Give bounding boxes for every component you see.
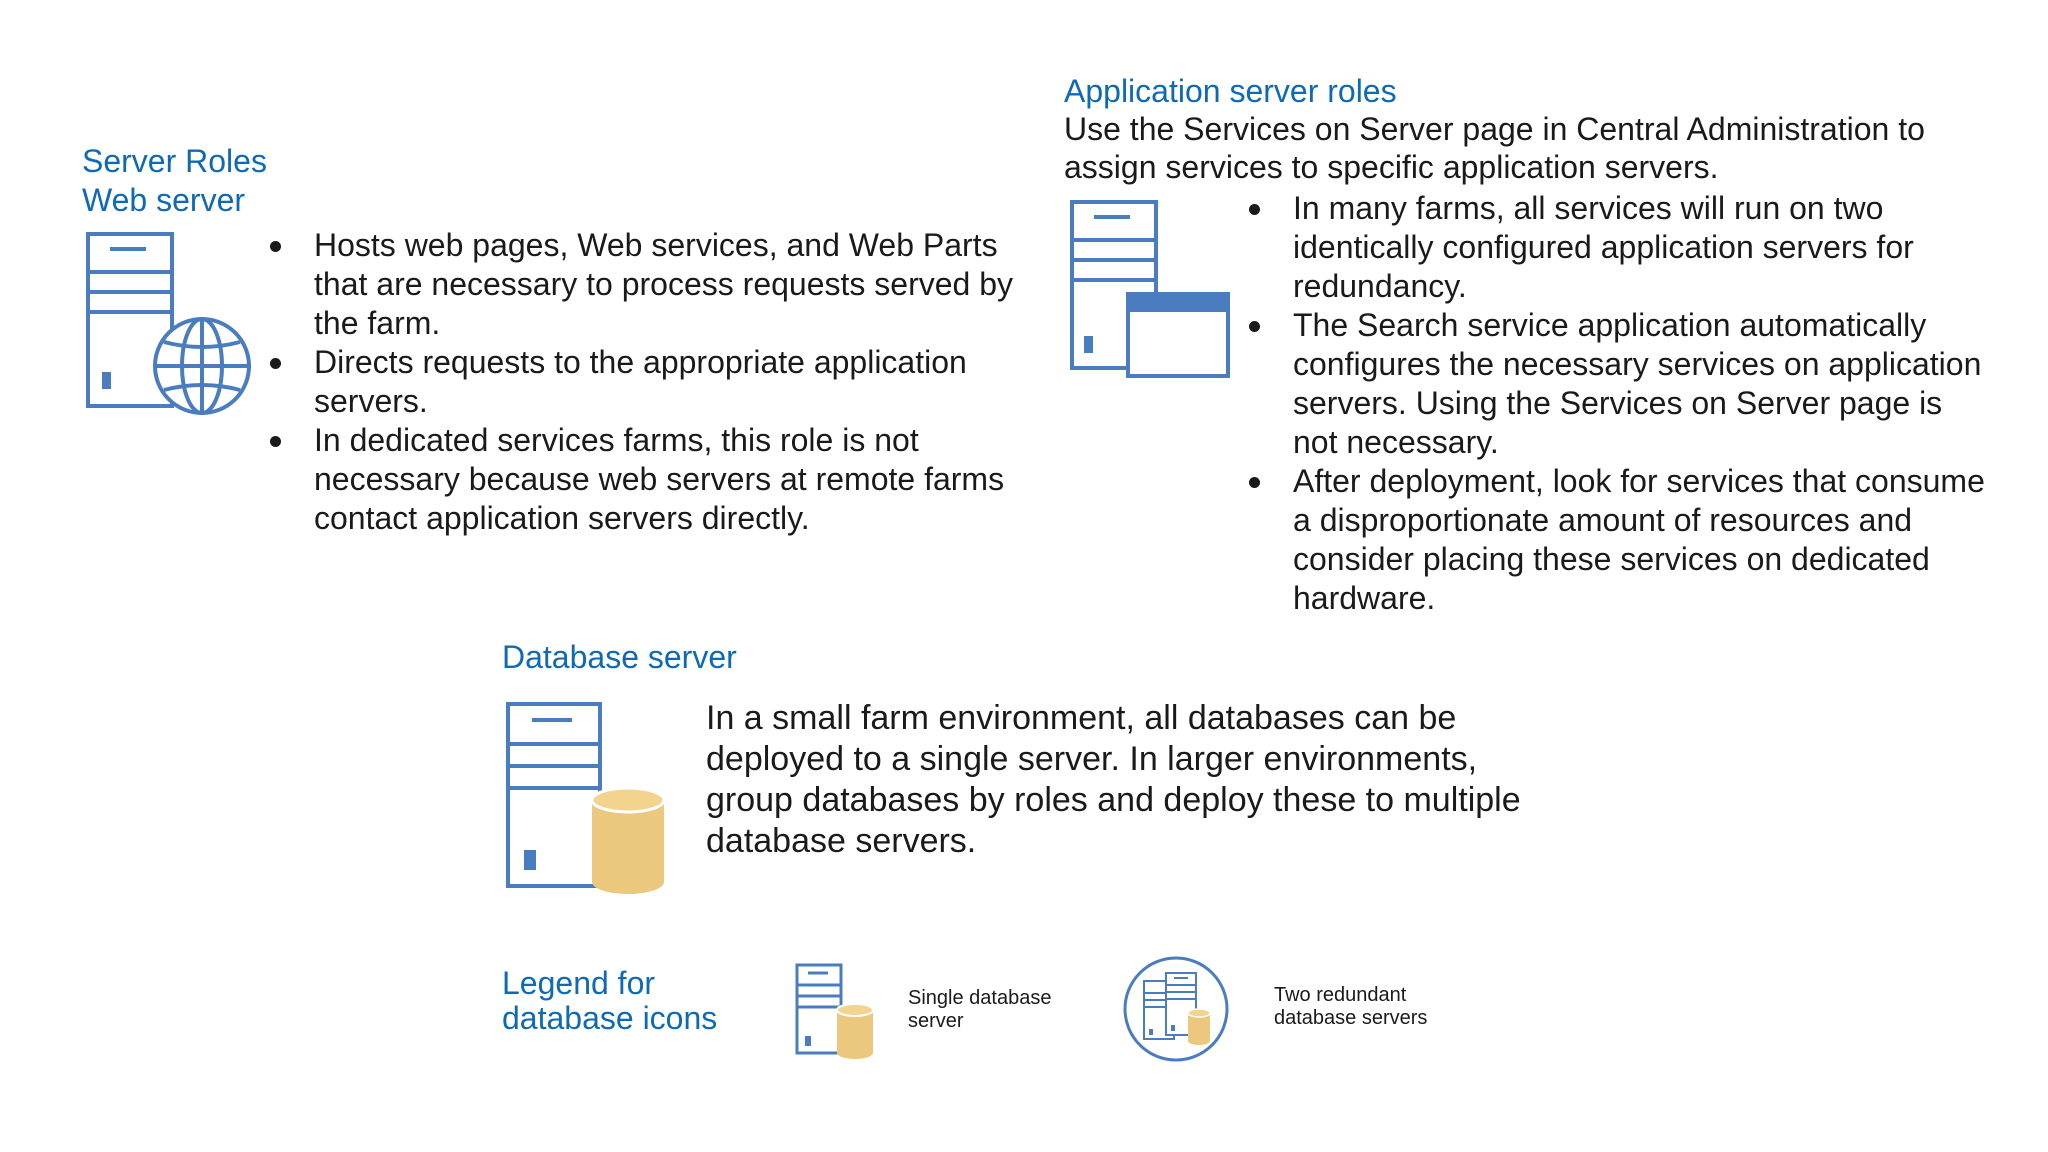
list-item: Hosts web pages, Web services, and Web Parts that are necessary to process requests served by the farm. bbox=[270, 226, 1030, 343]
two-redundant-database-servers-icon bbox=[1122, 955, 1230, 1063]
database-server-description: In a small farm environment, all databases can be deployed to a single server. In larger environments, group databases by roles and deploy these to multiple database servers. bbox=[706, 699, 1521, 860]
application-server-icon bbox=[1070, 200, 1232, 380]
list-item: In many farms, all services will run on two identically configured application servers for redundancy. bbox=[1249, 189, 1989, 306]
section-title-server-roles: Server Roles bbox=[82, 143, 267, 179]
list-item: The Search service application automatically configures the necessary services on application servers. Using the Services on Server page is not necessary. bbox=[1249, 306, 1989, 462]
web-server-icon bbox=[86, 232, 256, 417]
database-server-heading: Database server bbox=[502, 639, 737, 675]
database-server-icon bbox=[506, 702, 666, 898]
list-item: In dedicated services farms, this role is not necessary because web servers at remote farms contact application servers directly. bbox=[270, 421, 1030, 538]
two-redundant-database-servers-label: Two redundant database servers bbox=[1274, 984, 1428, 1029]
web-server-bullet-list bbox=[270, 226, 1030, 538]
application-server-intro: Use the Services on Server page in Central Administration to assign services to specific application servers. bbox=[1064, 111, 1925, 185]
web-server-heading: Web server bbox=[82, 182, 246, 218]
application-server-heading: Application server roles bbox=[1064, 73, 1397, 109]
list-item: After deployment, look for services that consume a disproportionate amount of resources and consider placing these services on dedicated hardware. bbox=[1249, 462, 1989, 618]
list-item: Directs requests to the appropriate application servers. bbox=[270, 343, 1030, 421]
single-database-server-label: Single database server bbox=[908, 987, 1052, 1032]
legend-title: Legend for database icons bbox=[502, 965, 718, 1036]
single-database-server-icon bbox=[795, 963, 875, 1058]
application-server-bullet-list bbox=[1249, 189, 1989, 618]
